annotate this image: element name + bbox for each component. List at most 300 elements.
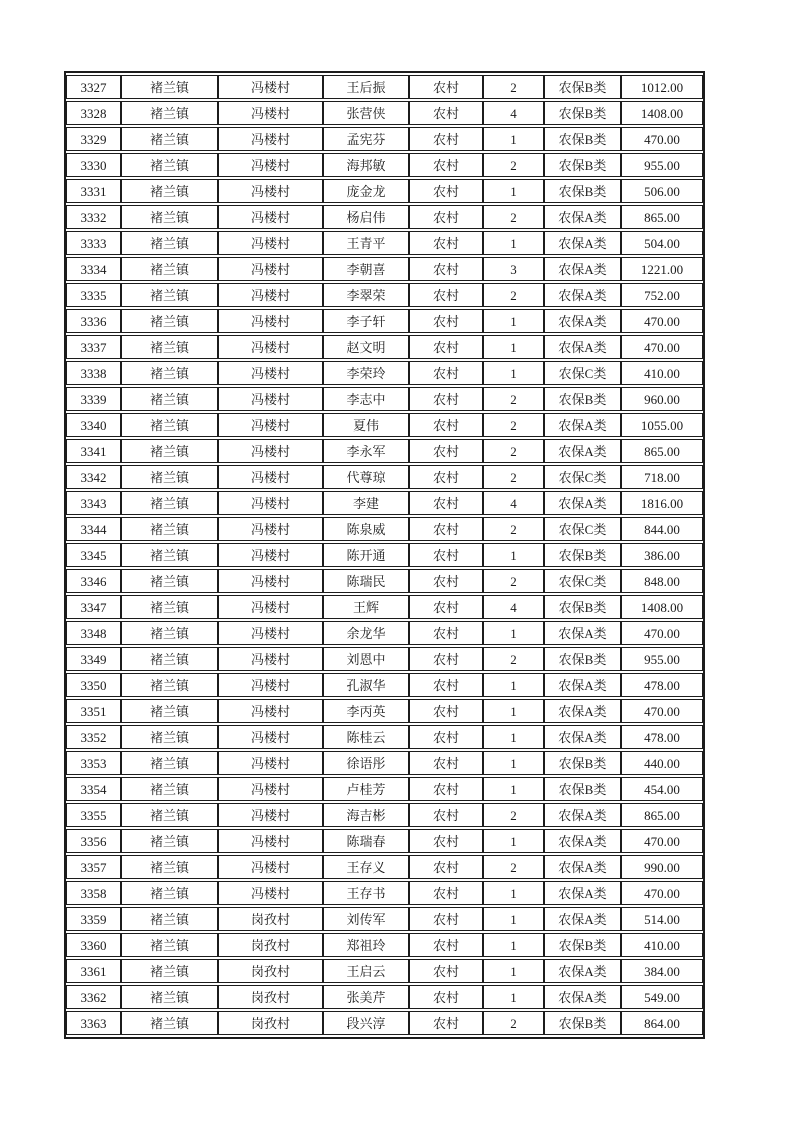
table-row — [66, 621, 703, 645]
residence-type-cell: 农村 — [409, 179, 483, 203]
amount-cell: 864.00 — [621, 1011, 703, 1035]
serial-cell: 3327 — [66, 75, 121, 99]
person-name-cell: 代尊琼 — [323, 465, 409, 489]
table-body — [66, 75, 703, 1035]
insurance-category-cell: 农保C类 — [544, 465, 621, 489]
village-cell: 冯楼村 — [218, 569, 323, 593]
village-cell: 冯楼村 — [218, 881, 323, 905]
residence-type-cell: 农村 — [409, 595, 483, 619]
amount-cell: 410.00 — [621, 361, 703, 385]
serial-cell: 3360 — [66, 933, 121, 957]
village-cell: 冯楼村 — [218, 699, 323, 723]
town-cell: 褚兰镇 — [121, 361, 218, 385]
person-count-cell: 1 — [483, 933, 544, 957]
town-cell: 褚兰镇 — [121, 127, 218, 151]
amount-cell: 470.00 — [621, 127, 703, 151]
person-name-cell: 陈泉威 — [323, 517, 409, 541]
person-name-cell: 张美芹 — [323, 985, 409, 1009]
village-cell: 冯楼村 — [218, 257, 323, 281]
village-cell: 冯楼村 — [218, 491, 323, 515]
person-count-cell: 2 — [483, 205, 544, 229]
amount-cell: 1012.00 — [621, 75, 703, 99]
person-name-cell: 王启云 — [323, 959, 409, 983]
town-cell: 褚兰镇 — [121, 855, 218, 879]
person-count-cell: 2 — [483, 855, 544, 879]
person-name-cell: 陈开通 — [323, 543, 409, 567]
village-cell: 冯楼村 — [218, 361, 323, 385]
table-row — [66, 907, 703, 931]
town-cell: 褚兰镇 — [121, 907, 218, 931]
insurance-category-cell: 农保B类 — [544, 543, 621, 567]
village-cell: 冯楼村 — [218, 855, 323, 879]
table-row — [66, 725, 703, 749]
person-name-cell: 段兴淳 — [323, 1011, 409, 1035]
serial-cell: 3350 — [66, 673, 121, 697]
village-cell: 冯楼村 — [218, 439, 323, 463]
person-count-cell: 2 — [483, 153, 544, 177]
person-name-cell: 陈瑞民 — [323, 569, 409, 593]
town-cell: 褚兰镇 — [121, 881, 218, 905]
amount-cell: 384.00 — [621, 959, 703, 983]
insurance-category-cell: 农保A类 — [544, 959, 621, 983]
person-name-cell: 赵文明 — [323, 335, 409, 359]
person-count-cell: 1 — [483, 985, 544, 1009]
village-cell: 岗孜村 — [218, 959, 323, 983]
town-cell: 褚兰镇 — [121, 491, 218, 515]
residence-type-cell: 农村 — [409, 985, 483, 1009]
person-name-cell: 杨启伟 — [323, 205, 409, 229]
amount-cell: 865.00 — [621, 439, 703, 463]
table-row — [66, 933, 703, 957]
person-count-cell: 1 — [483, 725, 544, 749]
residence-type-cell: 农村 — [409, 439, 483, 463]
village-cell: 冯楼村 — [218, 517, 323, 541]
insurance-category-cell: 农保A类 — [544, 725, 621, 749]
village-cell: 冯楼村 — [218, 75, 323, 99]
residence-type-cell: 农村 — [409, 647, 483, 671]
person-count-cell: 1 — [483, 309, 544, 333]
insurance-category-cell: 农保A类 — [544, 621, 621, 645]
town-cell: 褚兰镇 — [121, 933, 218, 957]
person-count-cell: 2 — [483, 803, 544, 827]
town-cell: 褚兰镇 — [121, 569, 218, 593]
person-count-cell: 1 — [483, 231, 544, 255]
town-cell: 褚兰镇 — [121, 335, 218, 359]
insurance-category-cell: 农保A类 — [544, 855, 621, 879]
town-cell: 褚兰镇 — [121, 751, 218, 775]
residence-type-cell: 农村 — [409, 205, 483, 229]
village-cell: 岗孜村 — [218, 985, 323, 1009]
residence-type-cell: 农村 — [409, 413, 483, 437]
village-cell: 冯楼村 — [218, 803, 323, 827]
insurance-category-cell: 农保B类 — [544, 127, 621, 151]
table-row — [66, 283, 703, 307]
amount-cell: 410.00 — [621, 933, 703, 957]
person-count-cell: 2 — [483, 1011, 544, 1035]
serial-cell: 3331 — [66, 179, 121, 203]
person-name-cell: 李永军 — [323, 439, 409, 463]
residence-type-cell: 农村 — [409, 751, 483, 775]
person-name-cell: 徐语彤 — [323, 751, 409, 775]
person-count-cell: 2 — [483, 283, 544, 307]
person-count-cell: 1 — [483, 179, 544, 203]
person-count-cell: 2 — [483, 647, 544, 671]
table-row — [66, 543, 703, 567]
residence-type-cell: 农村 — [409, 569, 483, 593]
table-row — [66, 465, 703, 489]
residence-type-cell: 农村 — [409, 933, 483, 957]
serial-cell: 3361 — [66, 959, 121, 983]
insurance-category-cell: 农保B类 — [544, 647, 621, 671]
amount-cell: 470.00 — [621, 309, 703, 333]
table-row — [66, 699, 703, 723]
village-cell: 冯楼村 — [218, 647, 323, 671]
serial-cell: 3363 — [66, 1011, 121, 1035]
village-cell: 冯楼村 — [218, 179, 323, 203]
insurance-category-cell: 农保C类 — [544, 569, 621, 593]
table-row — [66, 673, 703, 697]
insurance-category-cell: 农保A类 — [544, 413, 621, 437]
table-row — [66, 491, 703, 515]
person-name-cell: 郑祖玲 — [323, 933, 409, 957]
amount-cell: 478.00 — [621, 673, 703, 697]
serial-cell: 3335 — [66, 283, 121, 307]
insurance-category-cell: 农保A类 — [544, 907, 621, 931]
town-cell: 褚兰镇 — [121, 231, 218, 255]
village-cell: 冯楼村 — [218, 127, 323, 151]
insurance-category-cell: 农保A类 — [544, 491, 621, 515]
serial-cell: 3328 — [66, 101, 121, 125]
town-cell: 褚兰镇 — [121, 153, 218, 177]
amount-cell: 1408.00 — [621, 101, 703, 125]
residence-type-cell: 农村 — [409, 881, 483, 905]
insurance-category-cell: 农保A类 — [544, 699, 621, 723]
person-count-cell: 1 — [483, 127, 544, 151]
residence-type-cell: 农村 — [409, 855, 483, 879]
table-row — [66, 569, 703, 593]
village-cell: 冯楼村 — [218, 387, 323, 411]
residence-type-cell: 农村 — [409, 127, 483, 151]
amount-cell: 1221.00 — [621, 257, 703, 281]
table-row — [66, 855, 703, 879]
residence-type-cell: 农村 — [409, 309, 483, 333]
serial-cell: 3362 — [66, 985, 121, 1009]
residence-type-cell: 农村 — [409, 257, 483, 281]
amount-cell: 1055.00 — [621, 413, 703, 437]
person-count-cell: 2 — [483, 75, 544, 99]
residence-type-cell: 农村 — [409, 231, 483, 255]
amount-cell: 470.00 — [621, 829, 703, 853]
serial-cell: 3340 — [66, 413, 121, 437]
serial-cell: 3330 — [66, 153, 121, 177]
village-cell: 冯楼村 — [218, 829, 323, 853]
person-name-cell: 李丙英 — [323, 699, 409, 723]
serial-cell: 3355 — [66, 803, 121, 827]
residence-type-cell: 农村 — [409, 543, 483, 567]
serial-cell: 3359 — [66, 907, 121, 931]
person-name-cell: 王青平 — [323, 231, 409, 255]
insurance-category-cell: 农保A类 — [544, 231, 621, 255]
village-cell: 冯楼村 — [218, 101, 323, 125]
table-row — [66, 309, 703, 333]
serial-cell: 3356 — [66, 829, 121, 853]
table-row — [66, 439, 703, 463]
amount-cell: 1816.00 — [621, 491, 703, 515]
table-row — [66, 205, 703, 229]
insurance-category-cell: 农保B类 — [544, 75, 621, 99]
person-name-cell: 王存义 — [323, 855, 409, 879]
residence-type-cell: 农村 — [409, 465, 483, 489]
table-row — [66, 127, 703, 151]
person-count-cell: 1 — [483, 543, 544, 567]
insurance-category-cell: 农保B类 — [544, 153, 621, 177]
village-cell: 冯楼村 — [218, 595, 323, 619]
person-count-cell: 1 — [483, 959, 544, 983]
town-cell: 褚兰镇 — [121, 413, 218, 437]
town-cell: 褚兰镇 — [121, 179, 218, 203]
table-row — [66, 179, 703, 203]
table-row — [66, 361, 703, 385]
town-cell: 褚兰镇 — [121, 517, 218, 541]
insurance-category-cell: 农保B类 — [544, 179, 621, 203]
person-count-cell: 2 — [483, 387, 544, 411]
person-count-cell: 1 — [483, 829, 544, 853]
insurance-category-cell: 农保B类 — [544, 387, 621, 411]
town-cell: 褚兰镇 — [121, 309, 218, 333]
town-cell: 褚兰镇 — [121, 205, 218, 229]
town-cell: 褚兰镇 — [121, 595, 218, 619]
residence-type-cell: 农村 — [409, 1011, 483, 1035]
residence-type-cell: 农村 — [409, 777, 483, 801]
amount-cell: 470.00 — [621, 335, 703, 359]
insurance-category-cell: 农保A类 — [544, 309, 621, 333]
serial-cell: 3329 — [66, 127, 121, 151]
serial-cell: 3349 — [66, 647, 121, 671]
person-name-cell: 李子轩 — [323, 309, 409, 333]
village-cell: 岗孜村 — [218, 1011, 323, 1035]
village-cell: 冯楼村 — [218, 777, 323, 801]
serial-cell: 3337 — [66, 335, 121, 359]
village-cell: 冯楼村 — [218, 725, 323, 749]
table-row — [66, 751, 703, 775]
person-name-cell: 刘传军 — [323, 907, 409, 931]
person-count-cell: 1 — [483, 881, 544, 905]
village-cell: 冯楼村 — [218, 543, 323, 567]
town-cell: 褚兰镇 — [121, 101, 218, 125]
person-count-cell: 2 — [483, 413, 544, 437]
amount-cell: 506.00 — [621, 179, 703, 203]
person-name-cell: 王存书 — [323, 881, 409, 905]
insurance-category-cell: 农保B类 — [544, 777, 621, 801]
serial-cell: 3345 — [66, 543, 121, 567]
amount-cell: 470.00 — [621, 699, 703, 723]
village-cell: 冯楼村 — [218, 465, 323, 489]
residence-type-cell: 农村 — [409, 673, 483, 697]
person-count-cell: 3 — [483, 257, 544, 281]
person-name-cell: 夏伟 — [323, 413, 409, 437]
residence-type-cell: 农村 — [409, 283, 483, 307]
serial-cell: 3352 — [66, 725, 121, 749]
insurance-category-cell: 农保A类 — [544, 803, 621, 827]
table-row — [66, 829, 703, 853]
town-cell: 褚兰镇 — [121, 257, 218, 281]
insurance-category-cell: 农保B类 — [544, 595, 621, 619]
serial-cell: 3344 — [66, 517, 121, 541]
person-name-cell: 李朝喜 — [323, 257, 409, 281]
person-name-cell: 李翠荣 — [323, 283, 409, 307]
person-name-cell: 李志中 — [323, 387, 409, 411]
person-name-cell: 孟宪芬 — [323, 127, 409, 151]
amount-cell: 454.00 — [621, 777, 703, 801]
village-cell: 冯楼村 — [218, 283, 323, 307]
insurance-category-cell: 农保A类 — [544, 283, 621, 307]
person-count-cell: 2 — [483, 517, 544, 541]
person-count-cell: 1 — [483, 673, 544, 697]
insurance-category-cell: 农保B类 — [544, 101, 621, 125]
serial-cell: 3357 — [66, 855, 121, 879]
serial-cell: 3333 — [66, 231, 121, 255]
residence-type-cell: 农村 — [409, 829, 483, 853]
serial-cell: 3334 — [66, 257, 121, 281]
serial-cell: 3358 — [66, 881, 121, 905]
town-cell: 褚兰镇 — [121, 283, 218, 307]
insurance-category-cell: 农保A类 — [544, 829, 621, 853]
serial-cell: 3342 — [66, 465, 121, 489]
amount-cell: 549.00 — [621, 985, 703, 1009]
town-cell: 褚兰镇 — [121, 465, 218, 489]
town-cell: 褚兰镇 — [121, 1011, 218, 1035]
serial-cell: 3346 — [66, 569, 121, 593]
person-count-cell: 1 — [483, 699, 544, 723]
table-row — [66, 647, 703, 671]
serial-cell: 3338 — [66, 361, 121, 385]
insurance-category-cell: 农保A类 — [544, 439, 621, 463]
amount-cell: 990.00 — [621, 855, 703, 879]
insurance-category-cell: 农保B类 — [544, 1011, 621, 1035]
person-name-cell: 陈瑞春 — [323, 829, 409, 853]
table-row — [66, 413, 703, 437]
serial-cell: 3351 — [66, 699, 121, 723]
town-cell: 褚兰镇 — [121, 985, 218, 1009]
village-cell: 冯楼村 — [218, 335, 323, 359]
pension-roster-table — [64, 71, 705, 1039]
amount-cell: 386.00 — [621, 543, 703, 567]
town-cell: 褚兰镇 — [121, 543, 218, 567]
town-cell: 褚兰镇 — [121, 439, 218, 463]
person-count-cell: 1 — [483, 335, 544, 359]
town-cell: 褚兰镇 — [121, 959, 218, 983]
amount-cell: 470.00 — [621, 621, 703, 645]
amount-cell: 1408.00 — [621, 595, 703, 619]
person-count-cell: 1 — [483, 907, 544, 931]
village-cell: 冯楼村 — [218, 153, 323, 177]
residence-type-cell: 农村 — [409, 491, 483, 515]
person-name-cell: 李荣玲 — [323, 361, 409, 385]
table-row — [66, 153, 703, 177]
serial-cell: 3336 — [66, 309, 121, 333]
insurance-category-cell: 农保A类 — [544, 205, 621, 229]
person-count-cell: 1 — [483, 621, 544, 645]
town-cell: 褚兰镇 — [121, 673, 218, 697]
town-cell: 褚兰镇 — [121, 75, 218, 99]
person-name-cell: 海吉彬 — [323, 803, 409, 827]
table-row — [66, 777, 703, 801]
town-cell: 褚兰镇 — [121, 621, 218, 645]
village-cell: 岗孜村 — [218, 933, 323, 957]
table-row — [66, 595, 703, 619]
serial-cell: 3353 — [66, 751, 121, 775]
residence-type-cell: 农村 — [409, 335, 483, 359]
village-cell: 冯楼村 — [218, 673, 323, 697]
insurance-category-cell: 农保A类 — [544, 985, 621, 1009]
residence-type-cell: 农村 — [409, 803, 483, 827]
amount-cell: 440.00 — [621, 751, 703, 775]
amount-cell: 865.00 — [621, 205, 703, 229]
person-count-cell: 1 — [483, 777, 544, 801]
person-name-cell: 李建 — [323, 491, 409, 515]
town-cell: 褚兰镇 — [121, 777, 218, 801]
insurance-category-cell: 农保C类 — [544, 517, 621, 541]
table-row — [66, 803, 703, 827]
person-name-cell: 余龙华 — [323, 621, 409, 645]
person-count-cell: 2 — [483, 569, 544, 593]
table-row — [66, 257, 703, 281]
person-name-cell: 张营侠 — [323, 101, 409, 125]
town-cell: 褚兰镇 — [121, 725, 218, 749]
amount-cell: 955.00 — [621, 647, 703, 671]
residence-type-cell: 农村 — [409, 153, 483, 177]
person-count-cell: 2 — [483, 439, 544, 463]
amount-cell: 752.00 — [621, 283, 703, 307]
insurance-category-cell: 农保B类 — [544, 751, 621, 775]
person-name-cell: 王后振 — [323, 75, 409, 99]
table-row — [66, 387, 703, 411]
person-name-cell: 孔淑华 — [323, 673, 409, 697]
town-cell: 褚兰镇 — [121, 829, 218, 853]
table-row — [66, 881, 703, 905]
serial-cell: 3348 — [66, 621, 121, 645]
town-cell: 褚兰镇 — [121, 647, 218, 671]
village-cell: 冯楼村 — [218, 621, 323, 645]
residence-type-cell: 农村 — [409, 699, 483, 723]
amount-cell: 955.00 — [621, 153, 703, 177]
village-cell: 冯楼村 — [218, 309, 323, 333]
person-count-cell: 4 — [483, 101, 544, 125]
insurance-category-cell: 农保A类 — [544, 881, 621, 905]
insurance-category-cell: 农保A类 — [544, 673, 621, 697]
table-row — [66, 1011, 703, 1035]
insurance-category-cell: 农保B类 — [544, 933, 621, 957]
village-cell: 冯楼村 — [218, 231, 323, 255]
person-name-cell: 海邦敏 — [323, 153, 409, 177]
amount-cell: 718.00 — [621, 465, 703, 489]
insurance-category-cell: 农保C类 — [544, 361, 621, 385]
person-count-cell: 4 — [483, 595, 544, 619]
residence-type-cell: 农村 — [409, 621, 483, 645]
table-row — [66, 75, 703, 99]
serial-cell: 3343 — [66, 491, 121, 515]
residence-type-cell: 农村 — [409, 725, 483, 749]
table-row — [66, 959, 703, 983]
amount-cell: 844.00 — [621, 517, 703, 541]
serial-cell: 3341 — [66, 439, 121, 463]
person-count-cell: 2 — [483, 465, 544, 489]
person-count-cell: 1 — [483, 361, 544, 385]
residence-type-cell: 农村 — [409, 959, 483, 983]
residence-type-cell: 农村 — [409, 101, 483, 125]
serial-cell: 3347 — [66, 595, 121, 619]
person-count-cell: 4 — [483, 491, 544, 515]
